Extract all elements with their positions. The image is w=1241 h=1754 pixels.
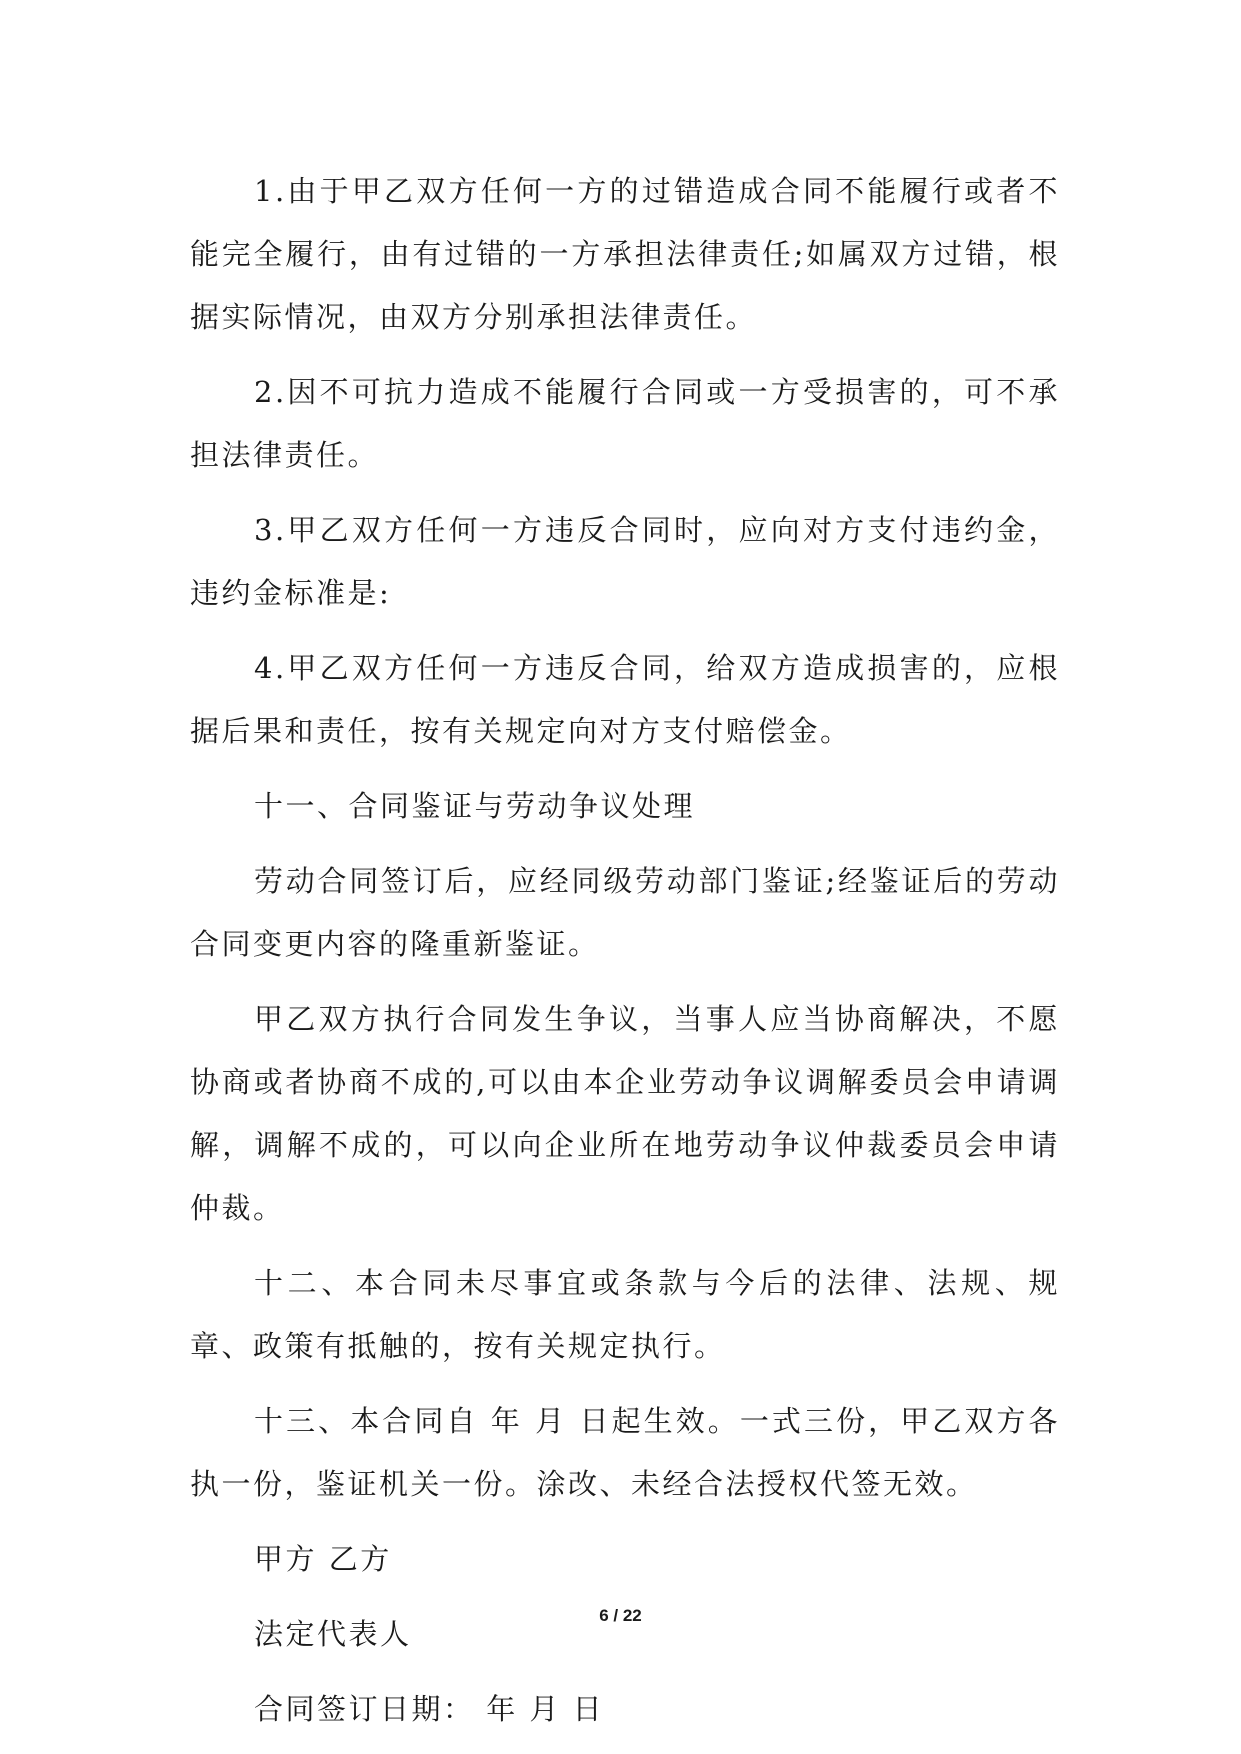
section-heading-eleven: 十一、合同鉴证与劳动争议处理 bbox=[254, 789, 696, 823]
page-number: 6 / 22 bbox=[599, 1606, 642, 1625]
section-thirteen: 十三、本合同自 年 月 日起生效。一式三份，甲乙双方各执一份，鉴证机关一份。涂改、未经合法授权代签无效。 bbox=[190, 1404, 1060, 1501]
clause-compensation: 4.甲乙双方任何一方违反合同，给双方造成损害的，应根据后果和责任，按有关规定向对方支付赔偿金。 bbox=[190, 651, 1060, 748]
clause-certification: 劳动合同签订后，应经同级劳动部门鉴证;经鉴证后的劳动合同变更内容的隆重新鉴证。 bbox=[190, 864, 1060, 961]
clause-penalty: 3.甲乙双方任何一方违反合同时，应向对方支付违约金，违约金标准是: bbox=[190, 513, 1060, 610]
section-twelve: 十二、本合同未尽事宜或条款与今后的法律、法规、规章、政策有抵触的，按有关规定执行。 bbox=[190, 1266, 1060, 1363]
signature-date: 合同签订日期： 年 月 日 bbox=[254, 1692, 605, 1726]
signature-legal-rep: 法定代表人 bbox=[254, 1617, 412, 1651]
document-body bbox=[190, 160, 1060, 1753]
clause-liability-fault: 1.由于甲乙双方任何一方的过错造成合同不能履行或者不能完全履行，由有过错的一方承担法律责任;如属双方过错，根据实际情况，由双方分别承担法律责任。 bbox=[190, 174, 1060, 334]
clause-dispute: 甲乙双方执行合同发生争议，当事人应当协商解决，不愿协商或者协商不成的,可以由本企业劳动争议调解委员会申请调解，调解不成的，可以向企业所在地劳动争议仲裁委员会申请仲裁。 bbox=[190, 1002, 1060, 1225]
signature-parties: 甲方 乙方 bbox=[254, 1542, 392, 1576]
clause-force-majeure: 2.因不可抗力造成不能履行合同或一方受损害的，可不承担法律责任。 bbox=[190, 375, 1060, 472]
